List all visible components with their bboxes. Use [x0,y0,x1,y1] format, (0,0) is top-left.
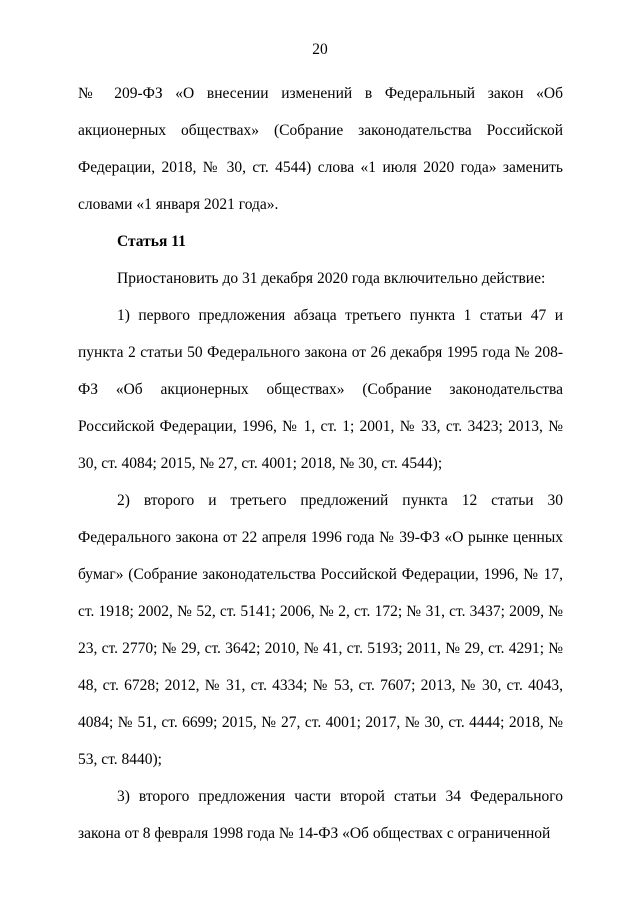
document-body [78,75,563,852]
article-heading: Статья 11 [117,233,186,250]
paragraph-item-2: 2) второго и третьего предложений пункта 12 статьи 30 Федерального закона от 22 апреля 1996 года № 39-ФЗ «О рынке ценных бумаг» (Собрание законодательства Российской Федерации, 1996, № 17, ст. 1918; 2002, № 52, ст. 5141; 2006, № 2, ст. 172; № 31, ст. 3437; 2009, № 23, ст. 2770; № 29, ст. 3642; 2010, № 41, ст. 5193; 2011, № 29, ст. 4291; № 48, ст. 6728; 2012, № 31, ст. 4334; № 53, ст. 7607; 2013, № 30, ст. 4043, 4084; № 51, ст. 6699; 2015, № 27, ст. 4001; 2017, № 30, ст. 4444; 2018, № 53, ст. 8440); [78,492,563,768]
page-number: 20 [312,41,328,58]
paragraph-suspend: Приостановить до 31 декабря 2020 года включительно действие: [117,270,546,287]
paragraph-continuation: № 209-ФЗ «О внесении изменений в Федеральный закон «Об акционерных обществах» (Собрание законодательства Российской Федерации, 2018, № 30, ст. 4544) слова «1 июля 2020 года» заменить словами «1 января 2021 года». [78,85,563,213]
paragraph-item-1: 1) первого предложения абзаца третьего пункта 1 статьи 47 и пункта 2 статьи 50 Федерального закона от 26 декабря 1995 года № 208-ФЗ «Об акционерных обществах» (Собрание законодательства Российской Федерации, 1996, № 1, ст. 1; 2001, № 33, ст. 3423; 2013, № 30, ст. 4084; 2015, № 27, ст. 4001; 2018, № 30, ст. 4544); [78,307,563,472]
paragraph-item-3: 3) второго предложения части второй статьи 34 Федерального закона от 8 февраля 1998 года № 14-ФЗ «Об обществах с ограниченной [78,788,563,842]
